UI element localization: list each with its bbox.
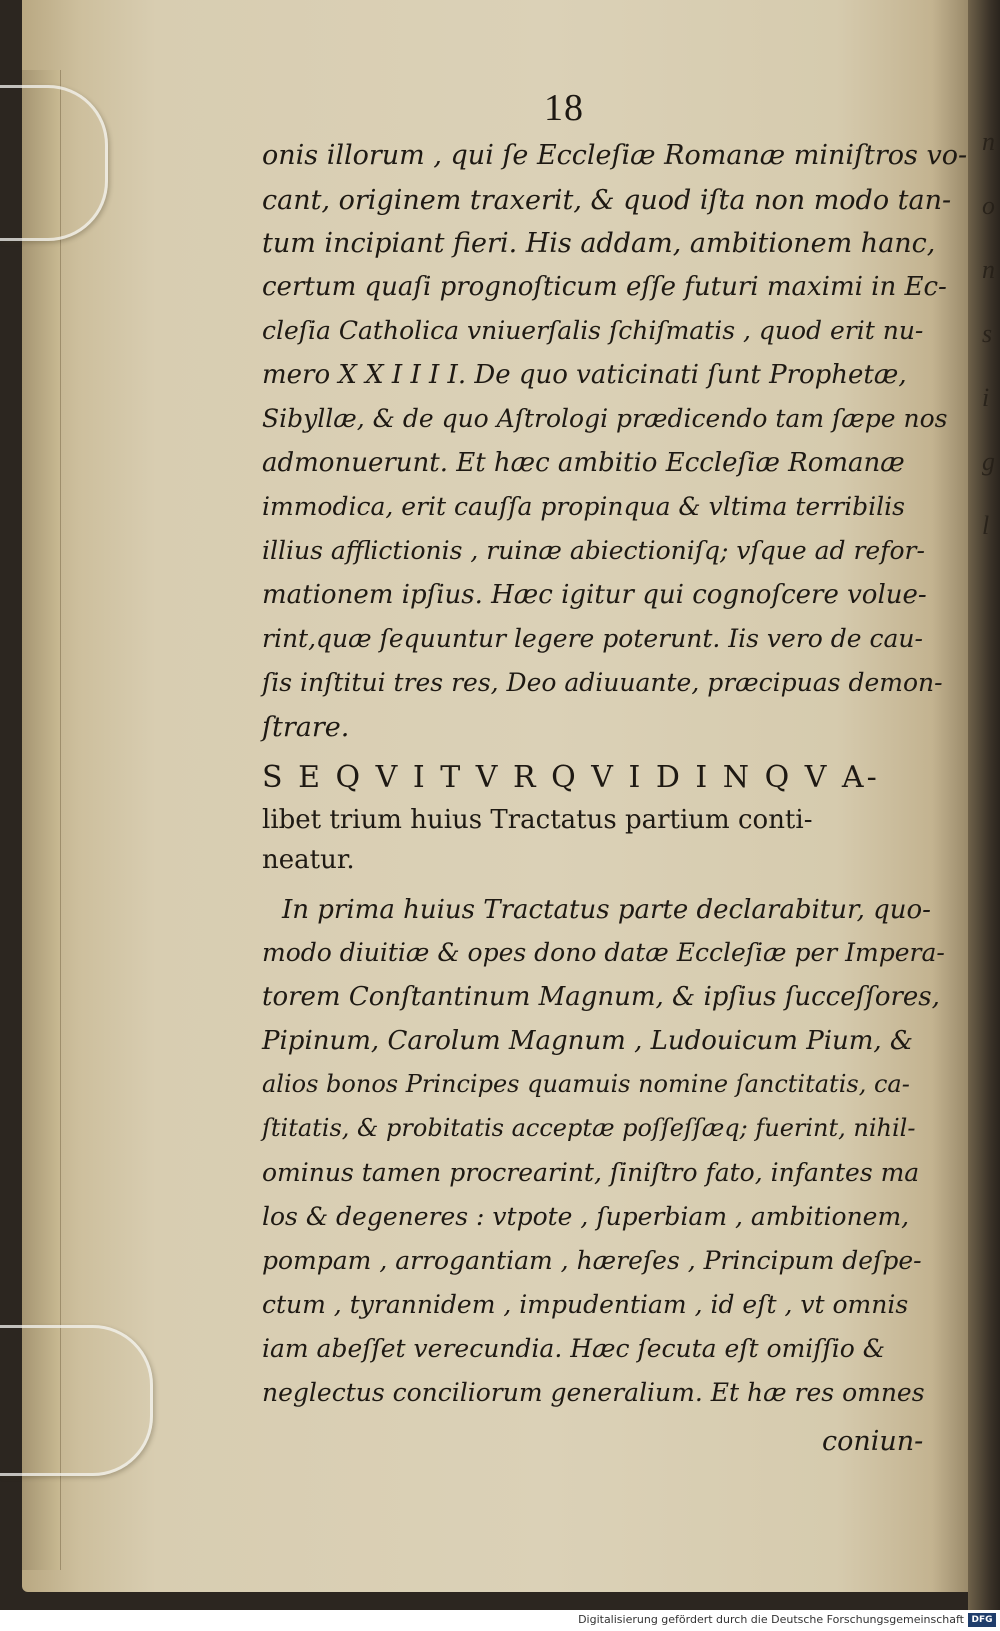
text-line: mationem ipſius. Hæc igitur qui cognoſcere volue- xyxy=(262,580,927,610)
text-line: ſis inſtitui tres res, Deo adiuuante, præcipuas demon- xyxy=(262,668,943,697)
text-line: ominus tamen procrearint, ſiniſtro fato, infantes ma xyxy=(262,1158,920,1187)
text-line: certum quaſi prognoſticum eſſe futuri maximi in Ec- xyxy=(262,272,947,302)
text-line: cleſia Catholica vniuerſalis ſchiſmatis , quod erit nu- xyxy=(262,316,924,345)
text-line: admonuerunt. Et hæc ambitio Eccleſiæ Romanæ xyxy=(262,448,905,478)
section-heading: S E Q V I T V R Q V I D I N Q V A- xyxy=(262,760,880,795)
text-line: ctum , tyrannidem , impudentiam , id eſt , vt omnis xyxy=(262,1290,909,1319)
next-page-fragments: n o n s i g l xyxy=(982,127,995,540)
text-line: neglectus conciliorum generalium. Et hæ res omnes xyxy=(262,1378,925,1407)
text-line: mero X X I I I I. De quo vaticinati ſunt Prophetæ, xyxy=(262,360,907,390)
text-line: pompam , arrogantiam , hæreſes , Principum deſpe- xyxy=(262,1246,922,1275)
page-number: 18 xyxy=(544,87,584,129)
funding-credit: Digitalisierung gefördert durch die Deutsche Forschungsgemeinschaft xyxy=(578,1613,964,1626)
text-line: iam abeſſet verecundia. Hæc ſecuta eſt omiſſio & xyxy=(262,1334,886,1363)
text-line: ſtrare. xyxy=(262,712,350,743)
text-line: rint,quæ ſequuntur legere poterunt. Iis vero de cau- xyxy=(262,624,923,653)
text-line: immodica, erit cauſſa propinqua & vltima terribilis xyxy=(262,492,905,521)
text-line: torem Conſtantinum Magnum, & ipſius ſucceſſores, xyxy=(262,982,940,1012)
text-line: Sibyllæ, & de quo Aſtrologi prædicendo tam ſæpe nos xyxy=(262,404,948,433)
section-heading-continued: neatur. xyxy=(262,845,355,875)
catchword: coniun- xyxy=(822,1426,924,1457)
text-line: onis illorum , qui ſe Eccleſiæ Romanæ miniſtros vo- xyxy=(262,140,968,171)
plastic-clip-top xyxy=(0,85,108,241)
dfg-logo-icon: DFG xyxy=(968,1613,996,1627)
footer-bar xyxy=(0,1610,1000,1631)
text-line: Pipinum, Carolum Magnum , Ludouicum Pium, & xyxy=(262,1026,914,1056)
plastic-clip-bottom xyxy=(0,1325,153,1476)
text-line: alios bonos Principes quamuis nomine ſanctitatis, ca- xyxy=(262,1070,910,1098)
text-line: In prima huius Tractatus parte declarabitur, quo- xyxy=(282,895,931,925)
binding-gutter xyxy=(968,0,1000,1610)
text-line: los & degeneres : vtpote , ſuperbiam , ambitionem, xyxy=(262,1202,910,1231)
section-heading-continued: libet trium huius Tractatus partium conti- xyxy=(262,805,813,835)
text-line: cant, originem traxerit, & quod iſta non modo tan- xyxy=(262,185,952,216)
text-line: illius afflictionis , ruinæ abiectioniſq; vſque ad refor- xyxy=(262,536,925,565)
text-line: modo diuitiæ & opes dono datæ Eccleſiæ per Impera- xyxy=(262,938,945,967)
text-line: ſtitatis, & probitatis acceptæ poſſeſſæq; fuerint, nihil- xyxy=(262,1114,916,1142)
text-line: tum incipiant fieri. His addam, ambitionem hanc, xyxy=(262,228,936,259)
paper-page xyxy=(22,0,980,1592)
